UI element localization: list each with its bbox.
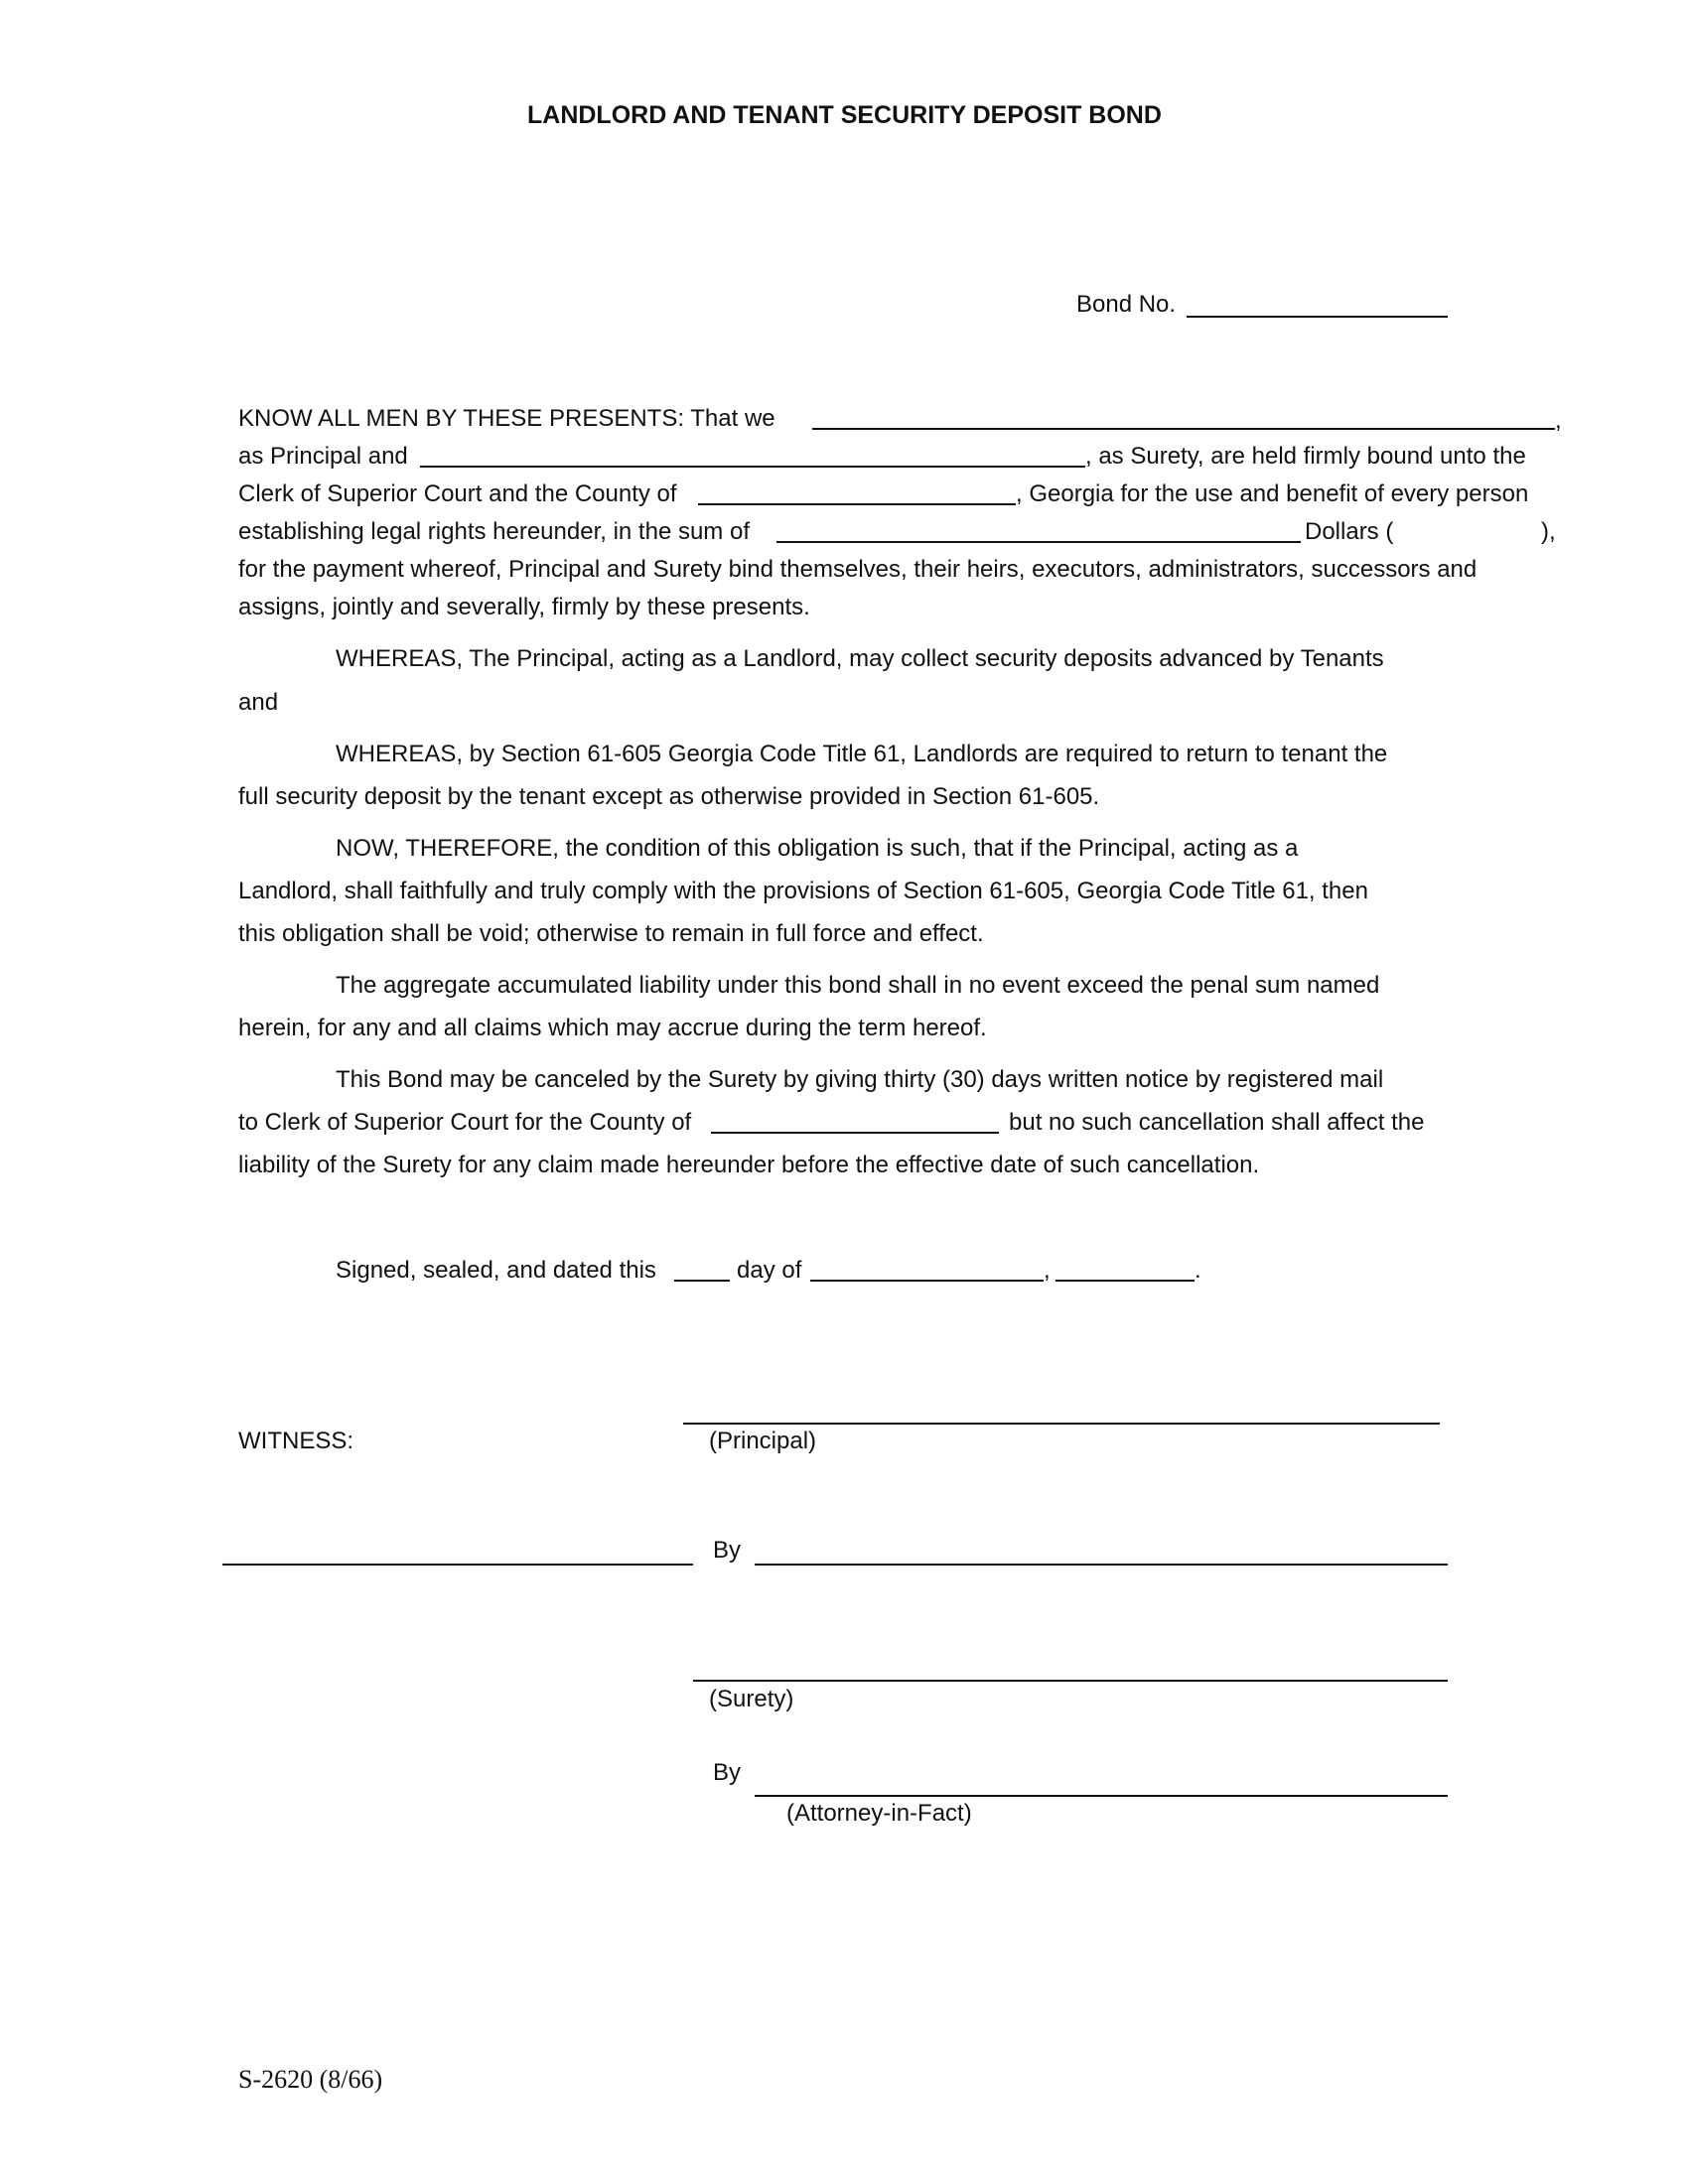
p6-line2-a: to Clerk of Superior Court for the County of [238,1109,692,1136]
attorney-label: (Attorney-in-Fact) [786,1800,972,1827]
p5-line2: herein, for any and all claims which may accrue during the term hereof. [238,1015,987,1041]
p1-line1-comma: , [1555,407,1562,434]
day-field[interactable] [674,1280,730,1282]
p4-line2: Landlord, shall faithfully and truly comply with the provisions of Section 61-605, Georgia Code Title 61, then [238,878,1368,904]
sum-words-field[interactable] [776,541,1301,543]
p6-line3: liability of the Surety for any claim made hereunder before the effective date of such cancellation. [238,1152,1260,1178]
day-of-text: day of [737,1257,802,1284]
p1-line2-a: as Principal and [238,443,408,470]
p4-line3: this obligation shall be void; otherwise to remain in full force and effect. [238,920,984,947]
p1-line1: KNOW ALL MEN BY THESE PRESENTS: That we [238,405,775,432]
p6-line1: This Bond may be canceled by the Surety by giving thirty (30) days written notice by registered mail [336,1066,1384,1093]
date-comma: , [1044,1257,1051,1284]
principal-by-label: By [713,1537,742,1564]
attorney-signature-line[interactable] [755,1795,1448,1797]
principal-signature-line[interactable] [683,1423,1440,1425]
document-title: LANDLORD AND TENANT SECURITY DEPOSIT BOND [527,101,1162,129]
p1-line3-b: , Georgia for the use and benefit of every person [1016,480,1529,507]
date-period: . [1195,1257,1201,1284]
witness-label: WITNESS: [238,1428,354,1454]
month-field[interactable] [810,1280,1044,1282]
surety-label: (Surety) [709,1686,794,1712]
p1-line4-c: ), [1541,518,1556,545]
principal-by-signature-line[interactable] [755,1564,1448,1566]
p1-line4-a: establishing legal rights hereunder, in the sum of [238,518,750,545]
cancellation-county-field[interactable] [711,1132,999,1134]
p1-line3-a: Clerk of Superior Court and the County of [238,480,677,507]
p1-line4-b: Dollars ( [1305,518,1394,545]
p1-line5: for the payment whereof, Principal and Surety bind themselves, their heirs, executors, administrators, successors and [238,556,1477,583]
form-number: S-2620 (8/66) [238,2065,383,2094]
p2-line1: WHEREAS, The Principal, acting as a Landlord, may collect security deposits advanced by Tenants [336,645,1384,672]
p5-line1: The aggregate accumulated liability under this bond shall in no event exceed the penal sum named [336,972,1380,999]
principal-label: (Principal) [709,1428,817,1454]
p4-line1: NOW, THEREFORE, the condition of this obligation is such, that if the Principal, acting as a [336,835,1299,862]
surety-signature-line[interactable] [693,1680,1448,1682]
surety-by-label: By [713,1759,742,1786]
bond-no-label: Bond No. [1076,291,1177,318]
p1-line2-b: , as Surety, are held firmly bound unto the [1085,443,1526,470]
signed-text: Signed, sealed, and dated this [336,1257,656,1284]
county-field[interactable] [698,503,1016,505]
p1-line6: assigns, jointly and severally, firmly by these presents. [238,594,810,620]
year-field[interactable] [1055,1280,1195,1282]
bond-no-field[interactable] [1187,316,1448,318]
p3-line2: full security deposit by the tenant except as otherwise provided in Section 61-605. [238,783,1100,810]
witness-signature-line[interactable] [222,1564,693,1566]
principal-name-field[interactable] [812,428,1555,430]
p6-line2-b: but no such cancellation shall affect the [1009,1109,1425,1136]
p2-line2: and [238,689,279,716]
p3-line1: WHEREAS, by Section 61-605 Georgia Code Title 61, Landlords are required to return to tenant the [336,741,1388,767]
surety-name-field[interactable] [420,466,1085,468]
